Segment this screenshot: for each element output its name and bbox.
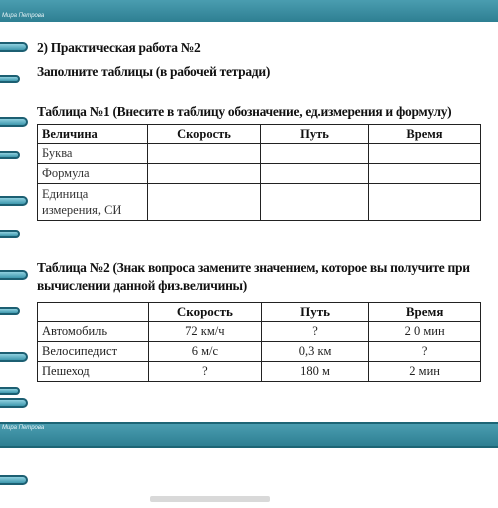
table-cell: 72 км/ч (148, 322, 261, 342)
table-header-cell: Путь (261, 125, 369, 144)
table-header-cell (38, 303, 149, 322)
table-row (38, 342, 481, 362)
table-cell: 180 м (261, 362, 368, 382)
table-cell: 2 0 мин (369, 322, 481, 342)
table-cell (368, 164, 480, 184)
binder-ring (0, 75, 20, 83)
table-cell: Пешеход (38, 362, 149, 382)
table2 (37, 302, 481, 382)
assignment-heading: 2) Практическая работа №2 (37, 40, 201, 55)
table-cell (147, 144, 260, 164)
credit-mid: Мира Петрова (2, 425, 45, 431)
table2-caption: Таблица №2 (Знак вопроса замените значением, которое вы получите при вычислении данной физ.величины) (37, 260, 470, 293)
binder-ring (0, 270, 28, 280)
binder-ring (0, 475, 28, 485)
binder-ring (0, 307, 20, 315)
table-cell: Формула (38, 164, 148, 184)
table-cell (147, 164, 260, 184)
table-row (38, 322, 481, 342)
table-header-cell: Величина (38, 125, 148, 144)
table-header-cell: Время (369, 303, 481, 322)
table-header-row (38, 303, 481, 322)
table-cell (368, 184, 480, 221)
table-cell (147, 184, 260, 221)
table-cell: ? (369, 342, 481, 362)
table-cell (368, 144, 480, 164)
binder-ring (0, 387, 20, 395)
table-cell: 2 мин (369, 362, 481, 382)
binder-ring (0, 151, 20, 159)
table-header-cell: Путь (261, 303, 368, 322)
assignment-instruction: Заполните таблицы (в рабочей тетради) (37, 64, 271, 79)
table-header-cell: Скорость (147, 125, 260, 144)
table-header-row (38, 125, 481, 144)
table-cell: Автомобиль (38, 322, 149, 342)
table-cell (261, 144, 369, 164)
table-cell: 6 м/с (148, 342, 261, 362)
table-cell: ? (148, 362, 261, 382)
table-row (38, 184, 481, 221)
binder-ring (0, 196, 28, 206)
table-cell: ? (261, 322, 368, 342)
top-frame-bar (0, 0, 498, 22)
table-header-cell: Скорость (148, 303, 261, 322)
table-cell (261, 184, 369, 221)
mid-frame-bar (0, 424, 498, 446)
table-row (38, 362, 481, 382)
credit-top: Мира Петрова (2, 13, 45, 19)
table-cell: 0,3 км (261, 342, 368, 362)
table-header-cell: Время (368, 125, 480, 144)
binder-ring (0, 398, 28, 408)
binder-ring (0, 117, 28, 127)
binder-ring (0, 352, 28, 362)
table-row (38, 144, 481, 164)
table-row (38, 164, 481, 184)
table1-caption: Таблица №1 (Внесите в таблицу обозначение, ед.измерения и формулу) (37, 104, 452, 119)
next-slide-blurred-text (150, 496, 270, 502)
binder-ring (0, 230, 20, 238)
table-cell: Велосипедист (38, 342, 149, 362)
binder-ring (0, 42, 28, 52)
table-cell: Единица измерения, СИ (38, 184, 148, 221)
table-cell (261, 164, 369, 184)
table1 (37, 124, 481, 221)
table-cell: Буква (38, 144, 148, 164)
